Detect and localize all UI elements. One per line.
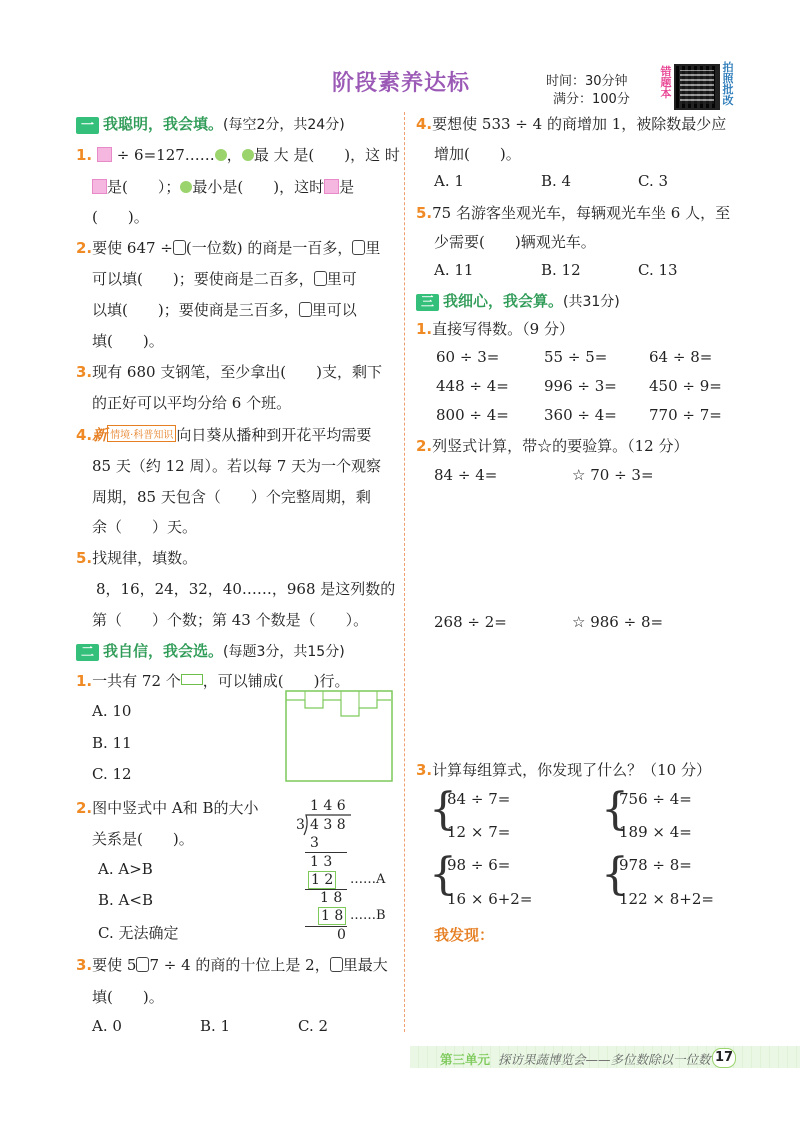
vertical-calc-item: 84 ÷ 4= bbox=[434, 466, 498, 484]
full-score: 满分：100分 bbox=[553, 92, 630, 107]
question-number: 2. bbox=[416, 437, 433, 455]
text: 最小是( bbox=[192, 178, 244, 196]
question-number: 5. bbox=[416, 204, 433, 222]
vertical-calc-item: 268 ÷ 2= bbox=[434, 613, 507, 631]
page-title: 阶段素养达标 bbox=[332, 71, 471, 96]
section-title: 我聪明，我会填。 bbox=[103, 115, 224, 133]
s2-q4-line1 bbox=[416, 113, 726, 134]
column-divider bbox=[404, 112, 405, 1032]
section-note: (共31分) bbox=[563, 294, 620, 310]
s1-q2-line1 bbox=[76, 237, 380, 258]
section-number: 一 bbox=[76, 117, 99, 134]
division-label-b: ……B bbox=[350, 908, 386, 923]
green-dot-icon bbox=[215, 149, 227, 161]
question-number: 2. bbox=[76, 239, 93, 257]
tile-grid-figure bbox=[285, 690, 393, 782]
text: 现有 680 支钢笔，至少拿出( )支，剩下 bbox=[92, 363, 383, 381]
text: 是( bbox=[107, 178, 128, 196]
brace-icon: { bbox=[429, 849, 457, 900]
section-number: 三 bbox=[416, 294, 439, 311]
group-item: 12 × 7= bbox=[447, 823, 511, 841]
s2-q3-option-a[interactable]: A. 0 bbox=[92, 1017, 122, 1035]
s1-q3-line2: 的正好可以平均分给 6 个班。 bbox=[92, 394, 292, 412]
section-title: 我细心，我会算。 bbox=[443, 292, 564, 310]
division-line bbox=[305, 852, 347, 853]
group-item: 756 ÷ 4= bbox=[619, 790, 692, 808]
vertical-calc-item: ☆ 70 ÷ 3= bbox=[572, 466, 654, 484]
calc-item: 450 ÷ 9= bbox=[649, 377, 722, 395]
qr-code-icon[interactable] bbox=[674, 64, 720, 110]
section-title: 我自信，我会选。 bbox=[103, 642, 224, 660]
text: 找规律，填数。 bbox=[92, 549, 198, 567]
division-remainder: 0 bbox=[337, 927, 346, 943]
text: 直接写得数。（9 分） bbox=[432, 320, 574, 338]
time-limit: 时间：30分钟 bbox=[546, 74, 628, 89]
text: ， bbox=[226, 146, 242, 164]
text: 7 ÷ 4 的商的十位上是 2， bbox=[149, 956, 330, 974]
text: 列竖式计算，带☆的要验算。（12 分） bbox=[432, 437, 689, 455]
text: ·科普知识 bbox=[130, 430, 174, 441]
division-step-a: 1 2 bbox=[308, 871, 336, 889]
division-divisor: 3 bbox=[296, 817, 305, 833]
blank-box-icon bbox=[173, 240, 186, 255]
s2-q3-line2: 填( )。 bbox=[92, 988, 164, 1006]
calc-item: 800 ÷ 4= bbox=[436, 406, 509, 424]
section-2-header bbox=[76, 640, 345, 661]
green-dot-icon bbox=[180, 181, 192, 193]
green-tile-icon bbox=[181, 674, 203, 685]
s2-q3-option-c[interactable]: C. 2 bbox=[298, 1017, 329, 1035]
question-number: 4. bbox=[76, 426, 93, 444]
s1-q2-line2 bbox=[92, 268, 357, 289]
pink-square-icon bbox=[92, 179, 107, 194]
blank-box-icon bbox=[330, 957, 343, 972]
s2-q3-option-b[interactable]: B. 1 bbox=[200, 1017, 231, 1035]
brace-icon: { bbox=[601, 849, 629, 900]
s2-q2-option-b[interactable]: B. A<B bbox=[98, 891, 153, 909]
s2-q2-option-c[interactable]: C. 无法确定 bbox=[98, 924, 179, 942]
question-number: 2. bbox=[76, 799, 93, 817]
chapter-title: 探访果蔬博览会——多位数除以一位数 bbox=[497, 1052, 711, 1067]
question-number: 1. bbox=[76, 146, 93, 164]
text: 图中竖式中 A和 B的大小 bbox=[92, 799, 259, 817]
blank-box-icon bbox=[352, 240, 365, 255]
s1-q5-line1 bbox=[76, 547, 197, 568]
text: 计算每组算式，你发现了什么？（10 分） bbox=[432, 761, 711, 779]
s2-q1-option-b[interactable]: B. 11 bbox=[92, 734, 132, 752]
text: (一位数) 的商是一百多， bbox=[185, 239, 353, 257]
division-label-a: ……A bbox=[350, 872, 386, 887]
question-number: 3. bbox=[76, 363, 93, 381]
text: )，这 时 bbox=[344, 146, 400, 164]
new-tag: 新 bbox=[92, 426, 108, 444]
blank-box-icon bbox=[314, 271, 327, 286]
footer-text bbox=[440, 1050, 710, 1068]
division-step-2: 1 3 bbox=[310, 854, 333, 870]
division-quotient: 1 4 6 bbox=[310, 798, 346, 814]
s3-q1-title bbox=[416, 318, 574, 339]
s3-q3-title bbox=[416, 759, 711, 780]
s1-q5-line2: 8，16，24，32，40……，968 是这列数的 bbox=[96, 580, 396, 598]
text: ，可以铺成( )行。 bbox=[202, 672, 350, 690]
text: ÷ 6=127…… bbox=[116, 146, 215, 164]
s1-q4-line1 bbox=[76, 424, 371, 445]
section-3-header bbox=[416, 290, 620, 311]
text: 一共有 72 个 bbox=[92, 672, 181, 690]
s2-q1-option-c[interactable]: C. 12 bbox=[92, 765, 132, 783]
question-number: 4. bbox=[416, 115, 433, 133]
calc-item: 448 ÷ 4= bbox=[436, 377, 509, 395]
calc-item: 996 ÷ 3= bbox=[544, 377, 617, 395]
s2-q1-line1 bbox=[76, 670, 349, 691]
text: 向日葵从播种到开花平均需要 bbox=[176, 426, 372, 444]
division-step-3: 1 8 bbox=[320, 890, 343, 906]
text: 情境 bbox=[110, 430, 131, 441]
calc-item: 770 ÷ 7= bbox=[649, 406, 722, 424]
text: )，这时 bbox=[273, 178, 325, 196]
s1-q1-line1 bbox=[76, 144, 400, 165]
s2-q2-line2: 关系是( )。 bbox=[92, 830, 194, 848]
text: 要使 647 ÷ bbox=[92, 239, 173, 257]
s2-q2-option-a[interactable]: A. A>B bbox=[98, 860, 153, 878]
text: ）； bbox=[157, 178, 181, 196]
text: 最 大 是( bbox=[253, 146, 315, 164]
s1-q5-line3: 第（ ）个数；第 43 个数是（ ）。 bbox=[92, 611, 369, 629]
question-number: 5. bbox=[76, 549, 93, 567]
question-number: 1. bbox=[76, 672, 93, 690]
division-step-b: 1 8 bbox=[318, 907, 346, 925]
text: 是 bbox=[339, 178, 355, 196]
question-number: 1. bbox=[416, 320, 433, 338]
text: 里可以 bbox=[311, 301, 357, 319]
s2-q4-option-a[interactable]: A. 1 bbox=[434, 172, 464, 190]
question-number: 3. bbox=[416, 761, 433, 779]
pink-square-icon bbox=[324, 179, 339, 194]
text: 里最大 bbox=[342, 956, 388, 974]
text: 要使 5 bbox=[92, 956, 137, 974]
section-1-header bbox=[76, 113, 345, 134]
blank-box-icon bbox=[136, 957, 149, 972]
s2-q5-line1 bbox=[416, 202, 730, 223]
s2-q2-line1 bbox=[76, 797, 259, 818]
division-step-1: 3 bbox=[310, 835, 319, 851]
s1-q4-line2: 85 天（约 12 周）。若以每 7 天为一个观察 bbox=[92, 457, 382, 475]
group-item: 84 ÷ 7= bbox=[447, 790, 511, 808]
vertical-calc-item: ☆ 986 ÷ 8= bbox=[572, 613, 664, 631]
pink-square-icon bbox=[97, 147, 112, 162]
section-note: (每题3分，共15分) bbox=[223, 644, 345, 660]
s2-q1-option-a[interactable]: A. 10 bbox=[92, 702, 132, 720]
group-item: 122 × 8+2= bbox=[619, 890, 714, 908]
calc-item: 55 ÷ 5= bbox=[544, 348, 608, 366]
text: 里 bbox=[365, 239, 381, 257]
section-note: (每空2分，共24分) bbox=[223, 117, 345, 133]
photo-grading-label: 拍照批改 bbox=[722, 61, 734, 107]
calc-item: 64 ÷ 8= bbox=[649, 348, 713, 366]
s2-q3-line1 bbox=[76, 954, 388, 975]
s2-q4-option-c[interactable]: C. 3 bbox=[638, 172, 669, 190]
text: 以填( )；要使商是三百多， bbox=[92, 301, 299, 319]
text: 要想使 533 ÷ 4 的商增加 1，被除数最少应 bbox=[432, 115, 727, 133]
s1-q2-line4: 填( )。 bbox=[92, 332, 164, 350]
question-number: 3. bbox=[76, 956, 93, 974]
green-dot-icon bbox=[242, 149, 254, 161]
s3-q2-title bbox=[416, 435, 689, 456]
s1-q4-line3: 周期，85 天包含（ ）个完整周期，剩 bbox=[92, 488, 371, 506]
group-item: 98 ÷ 6= bbox=[447, 856, 511, 874]
division-dividend: 4 3 8 bbox=[310, 817, 346, 833]
text: 75 名游客坐观光车，每辆观光车坐 6 人，至 bbox=[432, 204, 731, 222]
s2-q5-option-a[interactable]: A. 11 bbox=[434, 261, 474, 279]
text: 里可 bbox=[326, 270, 357, 288]
context-tag bbox=[107, 425, 176, 442]
text: 可以填( )；要使商是二百多， bbox=[92, 270, 314, 288]
brace-icon: { bbox=[601, 784, 629, 835]
group-item: 16 × 6+2= bbox=[447, 890, 533, 908]
calc-item: 60 ÷ 3= bbox=[436, 348, 500, 366]
group-item: 978 ÷ 8= bbox=[619, 856, 692, 874]
s2-q4-line2: 增加( )。 bbox=[434, 145, 521, 163]
discovery-label: 我发现： bbox=[434, 926, 495, 944]
section-number: 二 bbox=[76, 644, 99, 661]
s2-q4-option-b[interactable]: B. 4 bbox=[541, 172, 572, 190]
brace-icon: { bbox=[429, 784, 457, 835]
calc-item: 360 ÷ 4= bbox=[544, 406, 617, 424]
page-number: 17 bbox=[712, 1048, 736, 1068]
s1-q1-line3: ( )。 bbox=[92, 208, 149, 226]
s2-q5-option-b[interactable]: B. 12 bbox=[541, 261, 581, 279]
s1-q1-line2 bbox=[92, 176, 354, 197]
s1-q4-line4: 余（ ）天。 bbox=[92, 518, 198, 536]
s2-q5-line2: 少需要( )辆观光车。 bbox=[434, 233, 596, 251]
unit-label: 第三单元 bbox=[440, 1052, 491, 1067]
s1-q2-line3 bbox=[92, 299, 357, 320]
group-item: 189 × 4= bbox=[619, 823, 692, 841]
s1-q3-line1 bbox=[76, 361, 382, 382]
mistake-book-label: 错题本 bbox=[660, 65, 672, 100]
s2-q5-option-c[interactable]: C. 13 bbox=[638, 261, 678, 279]
blank-box-icon bbox=[299, 302, 312, 317]
